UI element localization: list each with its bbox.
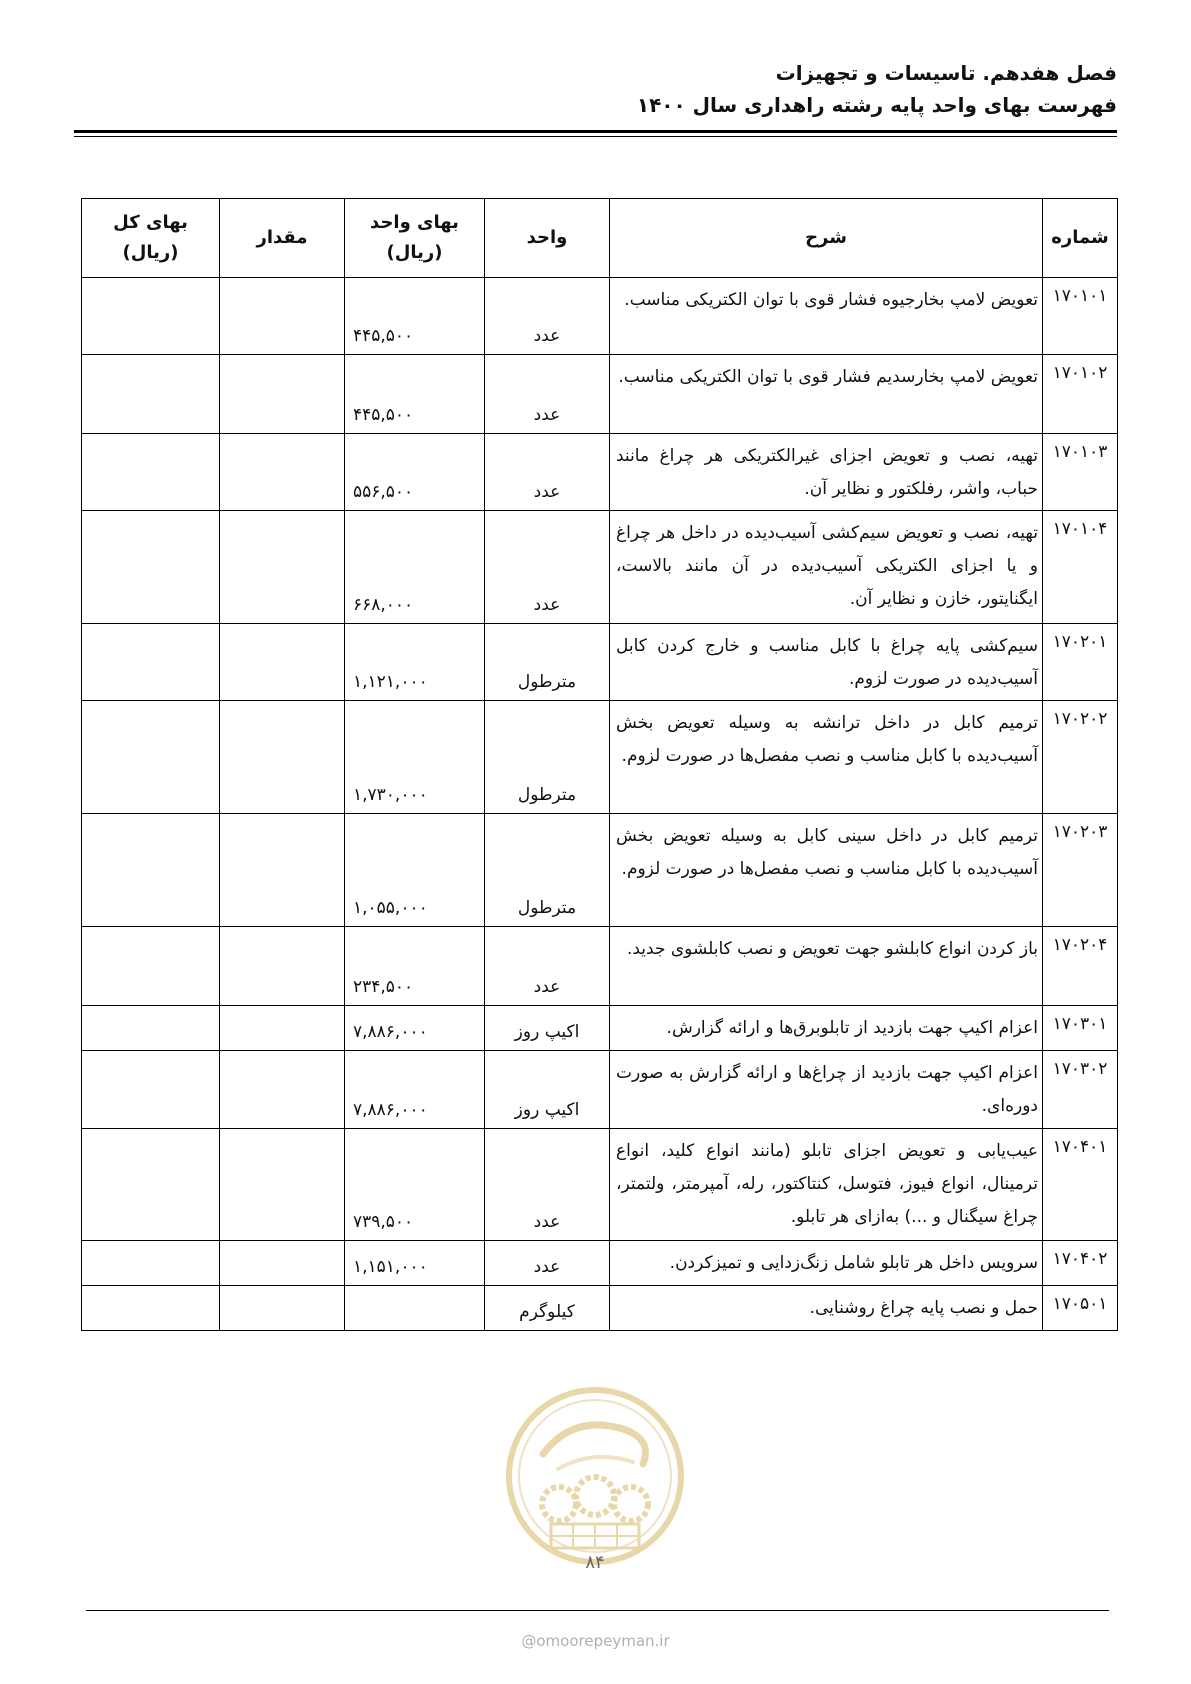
row-unit: کیلوگرم [485,1286,610,1331]
row-code: ۱۷۰۱۰۴ [1043,511,1118,624]
row-total [82,1129,220,1241]
table-row [82,1129,1118,1241]
price-table [81,198,1118,1331]
header-quantity: مقدار [220,199,345,278]
row-unit: مترطول [485,624,610,701]
row-quantity [220,701,345,814]
row-unit-price: ۱,۰۵۵,۰۰۰ [345,814,485,927]
row-quantity [220,1051,345,1129]
row-quantity [220,511,345,624]
row-quantity [220,355,345,434]
chapter-title: فصل هفدهم. تاسیسات و تجهیزات [775,61,1117,85]
row-total [82,511,220,624]
table-row [82,814,1118,927]
row-total [82,278,220,355]
header-total-price: بهای کل (ریال) [82,199,220,278]
row-total [82,1006,220,1051]
row-unit: عدد [485,511,610,624]
row-description: حمل و نصب پایه چراغ روشنایی. [610,1286,1043,1331]
row-total [82,1051,220,1129]
row-total [82,355,220,434]
row-total [82,814,220,927]
row-description: ترمیم کابل در داخل سینی کابل به وسیله تعویض بخش آسیب‌دیده با کابل مناسب و نصب مفصل‌ها در صورت لزوم. [610,814,1043,927]
row-quantity [220,927,345,1006]
row-code: ۱۷۰۱۰۱ [1043,278,1118,355]
row-unit: مترطول [485,814,610,927]
row-description: تهیه، نصب و تعویض اجزای غیرالکتریکی هر چراغ مانند حباب، واشر، رفلکتور و نظایر آن. [610,434,1043,511]
table-row [82,1006,1118,1051]
row-unit-price: ۲۳۴,۵۰۰ [345,927,485,1006]
row-unit-price [345,1286,485,1331]
row-unit-price: ۷,۸۸۶,۰۰۰ [345,1051,485,1129]
row-code: ۱۷۰۲۰۴ [1043,927,1118,1006]
row-quantity [220,624,345,701]
row-description: باز کردن انواع کابلشو جهت تعویض و نصب کابلشوی جدید. [610,927,1043,1006]
row-unit: اکیپ روز [485,1051,610,1129]
row-unit: مترطول [485,701,610,814]
row-description: سرویس داخل هر تابلو شامل زنگ‌زدایی و تمیزکردن. [610,1241,1043,1286]
table-row [82,434,1118,511]
row-unit-price: ۷,۸۸۶,۰۰۰ [345,1006,485,1051]
watermark-seal-icon [503,1384,687,1568]
row-unit-price: ۱,۱۲۱,۰۰۰ [345,624,485,701]
table-row [82,624,1118,701]
row-unit-price: ۴۴۵,۵۰۰ [345,355,485,434]
row-unit-price: ۱,۱۵۱,۰۰۰ [345,1241,485,1286]
row-description: ترمیم کابل در داخل ترانشه به وسیله تعویض بخش آسیب‌دیده با کابل مناسب و نصب مفصل‌ها در صورت لزوم. [610,701,1043,814]
row-unit: عدد [485,278,610,355]
row-unit-price: ۴۴۵,۵۰۰ [345,278,485,355]
header-rule-thin [74,136,1117,137]
row-quantity [220,1129,345,1241]
row-unit: عدد [485,1241,610,1286]
row-description: عیب‌یابی و تعویض اجزای تابلو (مانند انواع کلید، انواع ترمینال، انواع فیوز، فتوسل، کنتاکتور، رله، آمپرمتر، ولتمتر، چراغ سیگنال و ...) به‌ازای هر تابلو. [610,1129,1043,1241]
row-quantity [220,1286,345,1331]
header-unit-price-line2: (ریال) [386,242,443,263]
row-total [82,927,220,1006]
row-code: ۱۷۰۴۰۱ [1043,1129,1118,1241]
row-unit: عدد [485,927,610,1006]
row-description: تعویض لامپ بخارجیوه فشار قوی با توان الکتریکی مناسب. [610,278,1043,355]
row-quantity [220,278,345,355]
table-row [82,1286,1118,1331]
row-total [82,624,220,701]
header-unit: واحد [485,199,610,278]
table-row [82,1241,1118,1286]
table-row [82,278,1118,355]
row-unit-price: ۵۵۶,۵۰۰ [345,434,485,511]
page-number: ۸۴ [585,1552,605,1573]
row-code: ۱۷۰۵۰۱ [1043,1286,1118,1331]
header-description: شرح [610,199,1043,278]
row-unit: عدد [485,1129,610,1241]
header-unit-price [345,199,485,278]
table-row [82,511,1118,624]
row-total [82,1241,220,1286]
row-code: ۱۷۰۴۰۲ [1043,1241,1118,1286]
page-header [637,58,1117,122]
row-description: اعزام اکیپ جهت بازدید از تابلوبرق‌ها و ارائه گزارش. [610,1006,1043,1051]
header-unit-price-line1: بهای واحد [370,212,459,233]
row-quantity [220,1006,345,1051]
header-rule-thick [74,130,1117,133]
footer-rule [86,1610,1109,1611]
row-code: ۱۷۰۲۰۲ [1043,701,1118,814]
row-unit-price: ۶۶۸,۰۰۰ [345,511,485,624]
row-total [82,434,220,511]
table-header-row [82,199,1118,278]
row-code: ۱۷۰۱۰۳ [1043,434,1118,511]
row-code: ۱۷۰۳۰۱ [1043,1006,1118,1051]
row-description: تعویض لامپ بخارسدیم فشار قوی با توان الکتریکی مناسب. [610,355,1043,434]
watermark-logo [503,1384,687,1568]
table-row [82,927,1118,1006]
row-quantity [220,814,345,927]
row-unit: عدد [485,434,610,511]
row-unit-price: ۷۳۹,۵۰۰ [345,1129,485,1241]
row-description: سیم‌کشی پایه چراغ با کابل مناسب و خارج کردن کابل آسیب‌دیده در صورت لزوم. [610,624,1043,701]
row-code: ۱۷۰۳۰۲ [1043,1051,1118,1129]
row-total [82,1286,220,1331]
row-quantity [220,1241,345,1286]
row-code: ۱۷۰۲۰۳ [1043,814,1118,927]
row-code: ۱۷۰۱۰۲ [1043,355,1118,434]
header-code: شماره [1043,199,1118,278]
row-total [82,701,220,814]
price-list-title: فهرست بهای واحد پایه رشته راهداری سال ۱۴۰۰ [636,93,1117,117]
row-unit-price: ۱,۷۳۰,۰۰۰ [345,701,485,814]
row-description: تهیه، نصب و تعویض سیم‌کشی آسیب‌دیده در داخل هر چراغ و یا اجزای الکتریکی آسیب‌دیده در آن مانند بالاست، ایگنایتور، خازن و نظایر آن. [610,511,1043,624]
row-unit: عدد [485,355,610,434]
footer-handle: @omoorepeyman.ir [521,1632,670,1650]
row-unit: اکیپ روز [485,1006,610,1051]
row-quantity [220,434,345,511]
table-row [82,1051,1118,1129]
row-code: ۱۷۰۲۰۱ [1043,624,1118,701]
table-row [82,355,1118,434]
table-row [82,701,1118,814]
row-description: اعزام اکیپ جهت بازدید از چراغ‌ها و ارائه گزارش به صورت دوره‌ای. [610,1051,1043,1129]
